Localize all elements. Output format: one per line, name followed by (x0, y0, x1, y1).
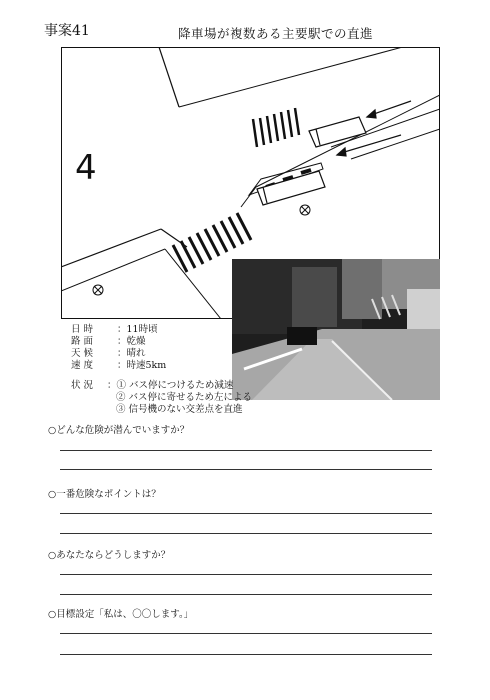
street-photo (232, 259, 440, 400)
condition-value: ：乾燥 (117, 336, 146, 347)
situation-item: ：① バス停につけるため減速 (107, 380, 234, 391)
condition-value: ：時速5km (117, 360, 167, 371)
answer-line[interactable] (60, 450, 432, 451)
answer-line[interactable] (60, 533, 432, 534)
page-title: 降車場が複数ある主要駅での直進 (178, 26, 374, 41)
answer-line[interactable] (60, 513, 432, 514)
situation-item: ② バス停に寄せるため左による (116, 392, 253, 403)
answer-line[interactable] (60, 574, 432, 575)
question-goal: ○目標設定「私は、〇〇します。」 (48, 609, 194, 620)
condition-key: 天候 (71, 348, 97, 359)
condition-value: ：晴れ (117, 348, 146, 359)
condition-row (71, 348, 166, 360)
question-point: ○一番危険なポイントは？ (48, 489, 161, 500)
condition-key: 速度 (71, 360, 97, 371)
situation-item: ③ 信号機のない交差点を直進 (116, 404, 243, 415)
condition-row (71, 360, 166, 372)
condition-value: ：11時頃 (117, 324, 158, 335)
situation-key: 状況 (71, 380, 97, 391)
question-action: ○あなたならどうしますか？ (48, 550, 171, 561)
question-danger: ○どんな危険が潜んでいますか？ (48, 425, 190, 436)
conditions (71, 324, 166, 372)
answer-line[interactable] (60, 654, 432, 655)
condition-row (71, 324, 166, 336)
condition-key: 日時 (71, 324, 97, 335)
condition-row (71, 336, 166, 348)
answer-line[interactable] (60, 594, 432, 595)
answer-line[interactable] (60, 633, 432, 634)
answer-line[interactable] (60, 469, 432, 470)
diagram-number-label: 4 (75, 148, 97, 188)
case-number: 事案41 (44, 23, 90, 39)
situation-list (107, 380, 252, 416)
condition-key: 路面 (71, 336, 97, 347)
